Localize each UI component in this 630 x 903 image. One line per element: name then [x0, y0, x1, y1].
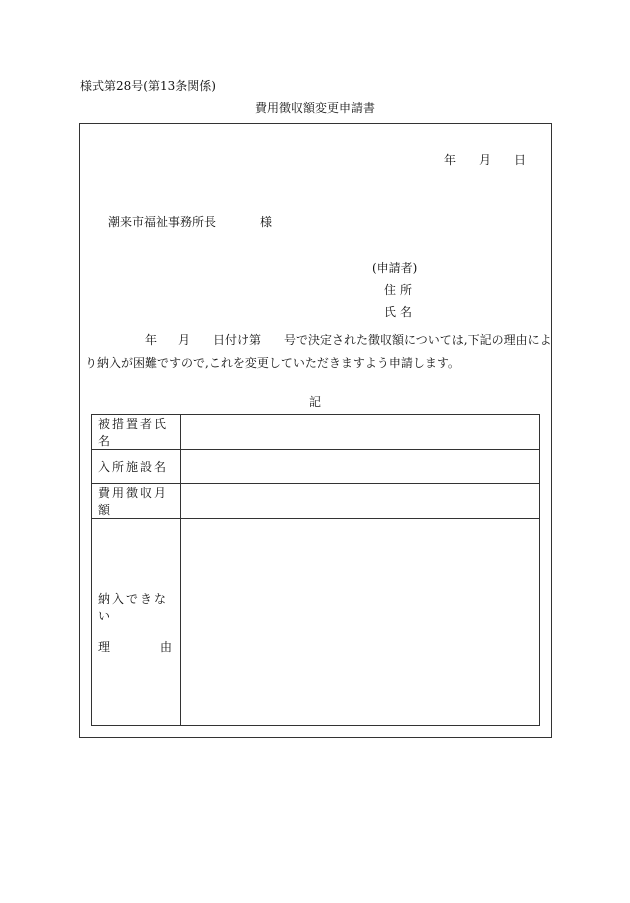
monthly-fee-label: 費用徴収月額 [92, 484, 181, 519]
ki-heading: 記 [308, 395, 321, 409]
facility-name-label: 入所施設名 [92, 450, 181, 484]
body-line-2-text: り納入が困難ですので,これを変更していただきますよう申請します。 [85, 356, 460, 370]
record-table [91, 414, 540, 726]
date-year-label: 年 [444, 153, 457, 167]
insured-name-field[interactable] [181, 415, 540, 450]
applicant-label: (申請者) [372, 261, 418, 275]
form-number-label: 様式第28号(第13条関係) [80, 79, 216, 93]
addressee-honorific: 様 [260, 215, 273, 229]
table-row [92, 519, 540, 726]
body-month-label: 月 [178, 333, 191, 347]
reason-label-char-yu: 由 [159, 639, 174, 654]
body-year-label: 年 [145, 333, 158, 347]
applicant-name-label: 氏名 [384, 305, 417, 319]
applicant-address-label: 住所 [384, 283, 417, 297]
facility-name-field[interactable] [181, 450, 540, 484]
table-row [92, 484, 540, 519]
table-row [92, 415, 540, 450]
reason-label-char-ri: 理 [98, 639, 113, 654]
document-title: 費用徴収額変更申請書 [254, 101, 375, 115]
body-day-number-label: 日付け第 [213, 333, 262, 347]
insured-name-label: 被措置者氏名 [92, 415, 181, 450]
reason-field[interactable] [181, 519, 540, 726]
body-line-1-text: 号で決定された徴収額については,下記の理由によ [284, 333, 552, 347]
date-month-label: 月 [479, 153, 492, 167]
table-row [92, 450, 540, 484]
addressee-name: 潮来市福祉事務所長 [108, 215, 217, 229]
date-day-label: 日 [514, 153, 527, 167]
reason-label [92, 519, 181, 726]
reason-label-line-1: 納入できない [98, 591, 169, 623]
monthly-fee-field[interactable] [181, 484, 540, 519]
